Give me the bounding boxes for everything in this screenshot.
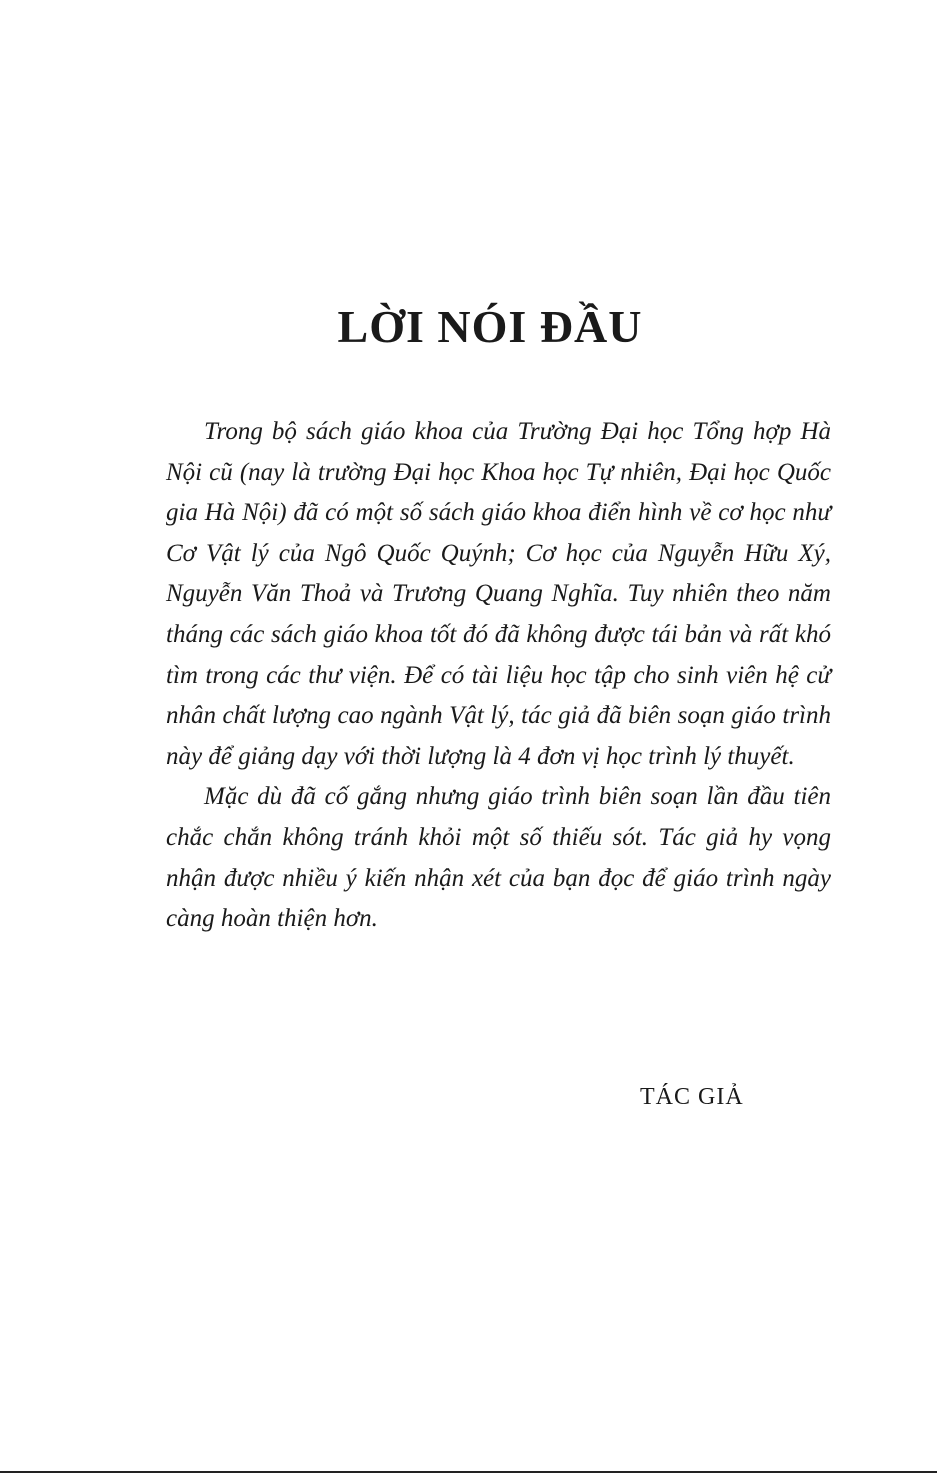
paragraph-2: Mặc dù đã cố gắng nhưng giáo trình biên soạn lần đầu tiên chắc chắn không tránh khỏi một số thiếu sót. Tác giả hy vọng nhận được nhiều ý kiến nhận xét của bạn đọc để giáo trình ngày càng hoàn thiện hơn. xyxy=(166,783,831,933)
page-title: LỜI NÓI ĐẦU xyxy=(337,301,643,352)
bottom-divider xyxy=(0,1471,937,1473)
preface-body xyxy=(166,412,831,940)
author-signature: TÁC GIẢ xyxy=(640,1084,744,1110)
paragraph-1: Trong bộ sách giáo khoa của Trường Đại học Tổng hợp Hà Nội cũ (nay là trường Đại học Khoa học Tự nhiên, Đại học Quốc gia Hà Nội) đã có một số sách giáo khoa điển hình về cơ học như Cơ Vật lý của Ngô Quốc Quýnh; Cơ học của Nguyễn Hữu Xý, Nguyễn Văn Thoả và Trương Quang Nghĩa. Tuy nhiên theo năm tháng các sách giáo khoa tốt đó đã không được tái bản và rất khó tìm trong các thư viện. Để có tài liệu học tập cho sinh viên hệ cử nhân chất lượng cao ngành Vật lý, tác giả đã biên soạn giáo trình này để giảng dạy với thời lượng là 4 đơn vị học trình lý thuyết. xyxy=(166,418,831,770)
